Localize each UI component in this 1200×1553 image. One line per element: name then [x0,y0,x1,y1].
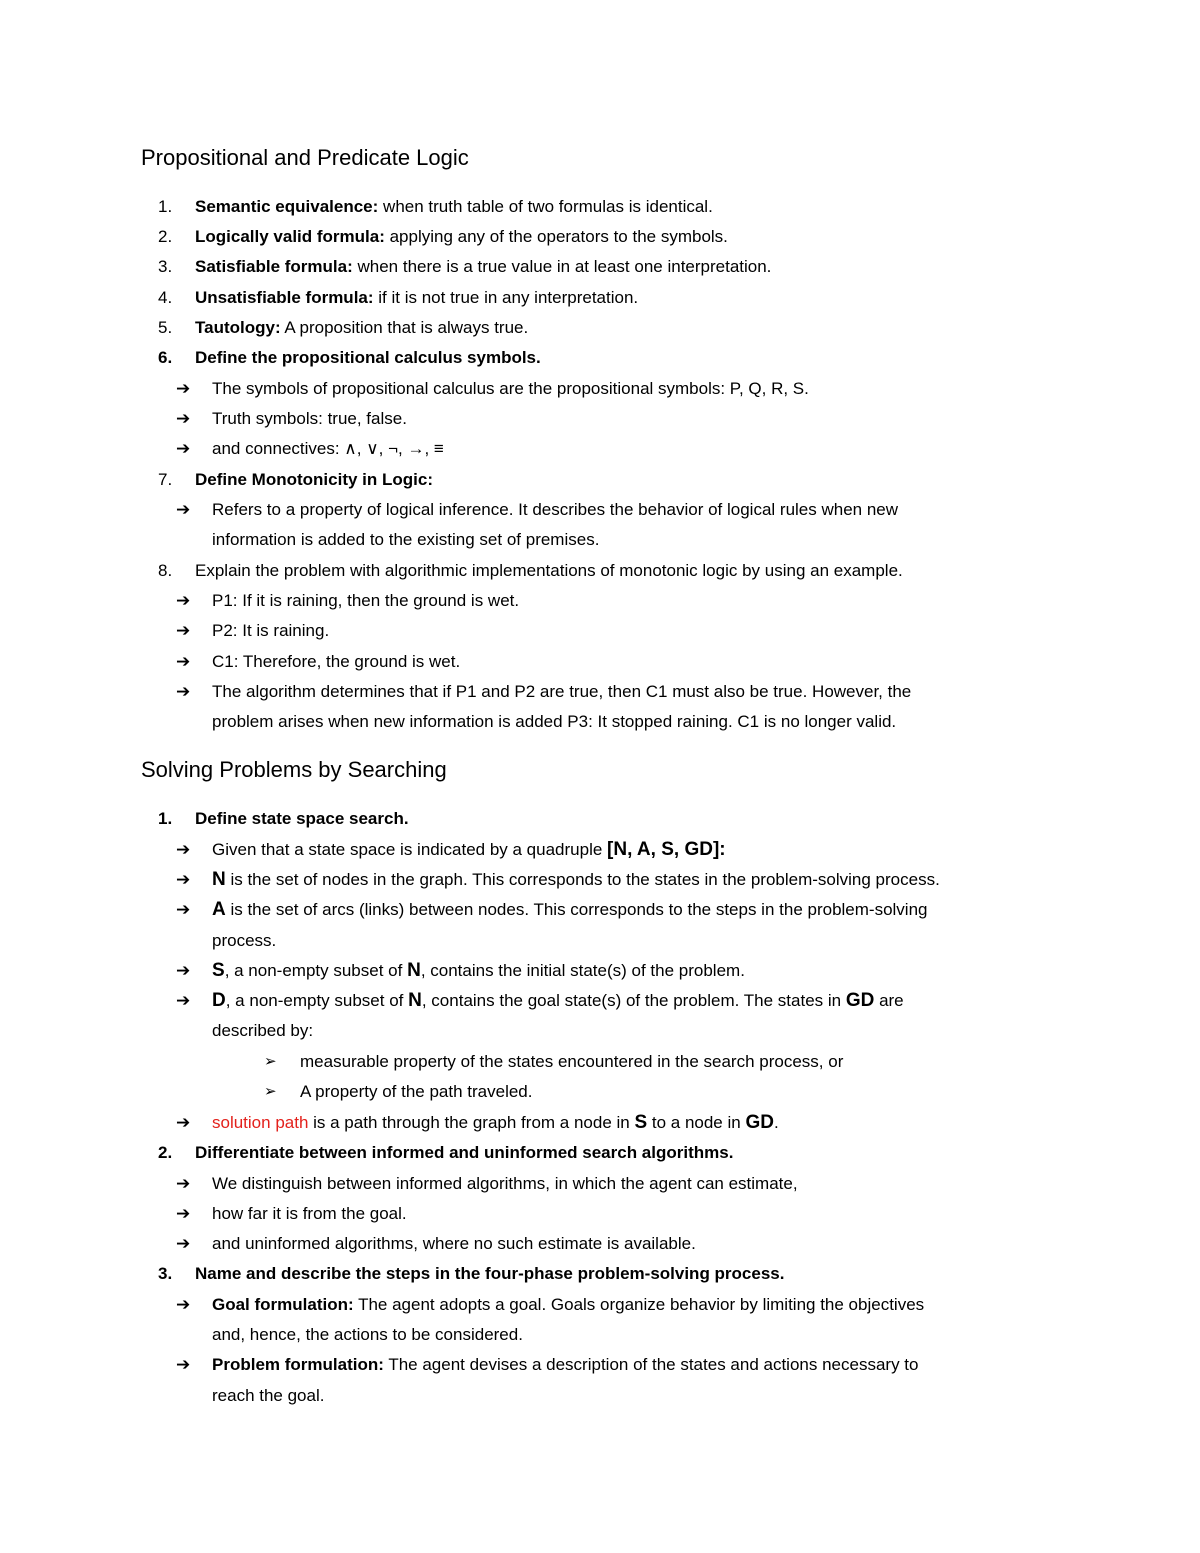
bullet-text: C1: Therefore, the ground is wet. [212,652,461,671]
arrow-bullet-icon: ➔ [176,840,191,859]
bullet-text: P2: It is raining. [212,621,330,640]
bullet-text: Truth symbols: true, false. [212,409,407,428]
arrow-bullet-icon: ➔ [176,1113,191,1132]
bullet-text: We distinguish between informed algorithms, in which the agent can estimate, [212,1174,798,1193]
arrow-bullet-icon: ➔ [176,1204,191,1223]
arrow-bullet-icon: ➔ [176,379,191,398]
question-heading: Name and describe the steps in the four-phase problem-solving process. [195,1264,785,1283]
arrow-bullet-icon: ➔ [176,991,191,1010]
bullet-text: N is the set of nodes in the graph. This corresponds to the states in the problem-solving process. [212,869,940,890]
list-item: Satisfiable formula: when there is a true value in at least one interpretation. [195,257,772,276]
bullet-text: The algorithm determines that if P1 and P2 are true, then C1 must also be true. However, the [212,682,912,701]
arrow-bullet-icon: ➔ [176,409,191,428]
item-number: 3. [158,1264,173,1283]
question-heading: Define state space search. [195,809,409,828]
triangle-bullet-icon: ➢ [264,1083,277,1100]
bullet-text: solution path is a path through the graph from a node in S to a node in GD. [212,1112,779,1133]
triangle-bullet-icon: ➢ [264,1053,277,1070]
arrow-bullet-icon: ➔ [176,439,191,458]
item-number: 8. [158,561,173,580]
question-heading: Define Monotonicity in Logic: [195,470,433,489]
bullet-text: S, a non-empty subset of N, contains the initial state(s) of the problem. [212,960,745,981]
bullet-text-continuation: process. [212,931,277,950]
arrow-bullet-icon: ➔ [176,621,191,640]
list-item: Unsatisfiable formula: if it is not true in any interpretation. [195,288,639,307]
bullet-text-continuation: and, hence, the actions to be considered. [212,1325,523,1344]
sub-bullet-text: measurable property of the states encountered in the search process, or [300,1052,844,1071]
item-number: 3. [158,257,173,276]
bullet-text: A is the set of arcs (links) between nodes. This corresponds to the steps in the problem-solving [212,899,928,920]
item-number: 1. [158,197,173,216]
arrow-bullet-icon: ➔ [176,900,191,919]
bullet-text-continuation: described by: [212,1021,314,1040]
arrow-bullet-icon: ➔ [176,1234,191,1253]
arrow-bullet-icon: ➔ [176,961,191,980]
arrow-bullet-icon: ➔ [176,682,191,701]
list-item: Tautology: A proposition that is always true. [195,318,529,337]
question-heading: Define the propositional calculus symbols. [195,348,541,367]
arrow-bullet-icon: ➔ [176,652,191,671]
bullet-text: Problem formulation: The agent devises a description of the states and actions necessary to [212,1355,919,1374]
arrow-bullet-icon: ➔ [176,500,191,519]
question-heading: Differentiate between informed and uninformed search algorithms. [195,1143,734,1162]
bullet-text: and uninformed algorithms, where no such estimate is available. [212,1234,696,1253]
section-title-searching: Solving Problems by Searching [141,757,447,782]
item-number: 7. [158,470,173,489]
bullet-text: Goal formulation: The agent adopts a goal. Goals organize behavior by limiting the objectives [212,1295,925,1314]
bullet-text: and connectives: ∧, ∨, ¬, →, ≡ [212,439,444,458]
item-number: 5. [158,318,173,337]
item-number: 2. [158,227,173,246]
bullet-text-continuation: reach the goal. [212,1386,325,1405]
bullet-text-continuation: information is added to the existing set of premises. [212,530,600,549]
item-number: 6. [158,348,173,367]
item-number: 4. [158,288,173,307]
bullet-text: how far it is from the goal. [212,1204,407,1223]
bullet-text: P1: If it is raining, then the ground is wet. [212,591,520,610]
item-number: 1. [158,809,173,828]
sub-bullet-text: A property of the path traveled. [300,1082,533,1101]
item-number: 2. [158,1143,173,1162]
bullet-text: D, a non-empty subset of N, contains the goal state(s) of the problem. The states in GD are [212,990,904,1011]
list-item: Semantic equivalence: when truth table of two formulas is identical. [195,197,713,216]
list-item: Logically valid formula: applying any of the operators to the symbols. [195,227,728,246]
bullet-text-continuation: problem arises when new information is added P3: It stopped raining. C1 is no longer valid. [212,712,897,731]
question-heading: Explain the problem with algorithmic implementations of monotonic logic by using an example. [195,561,903,580]
arrow-bullet-icon: ➔ [176,1174,191,1193]
arrow-bullet-icon: ➔ [176,870,191,889]
arrow-bullet-icon: ➔ [176,591,191,610]
bullet-text: Refers to a property of logical inference. It describes the behavior of logical rules when new [212,500,899,519]
section-title-logic: Propositional and Predicate Logic [141,145,469,170]
bullet-text: Given that a state space is indicated by a quadruple [N, A, S, GD]: [212,839,726,860]
bullet-text: The symbols of propositional calculus are the propositional symbols: P, Q, R, S. [212,379,809,398]
arrow-bullet-icon: ➔ [176,1295,191,1314]
arrow-bullet-icon: ➔ [176,1355,191,1374]
